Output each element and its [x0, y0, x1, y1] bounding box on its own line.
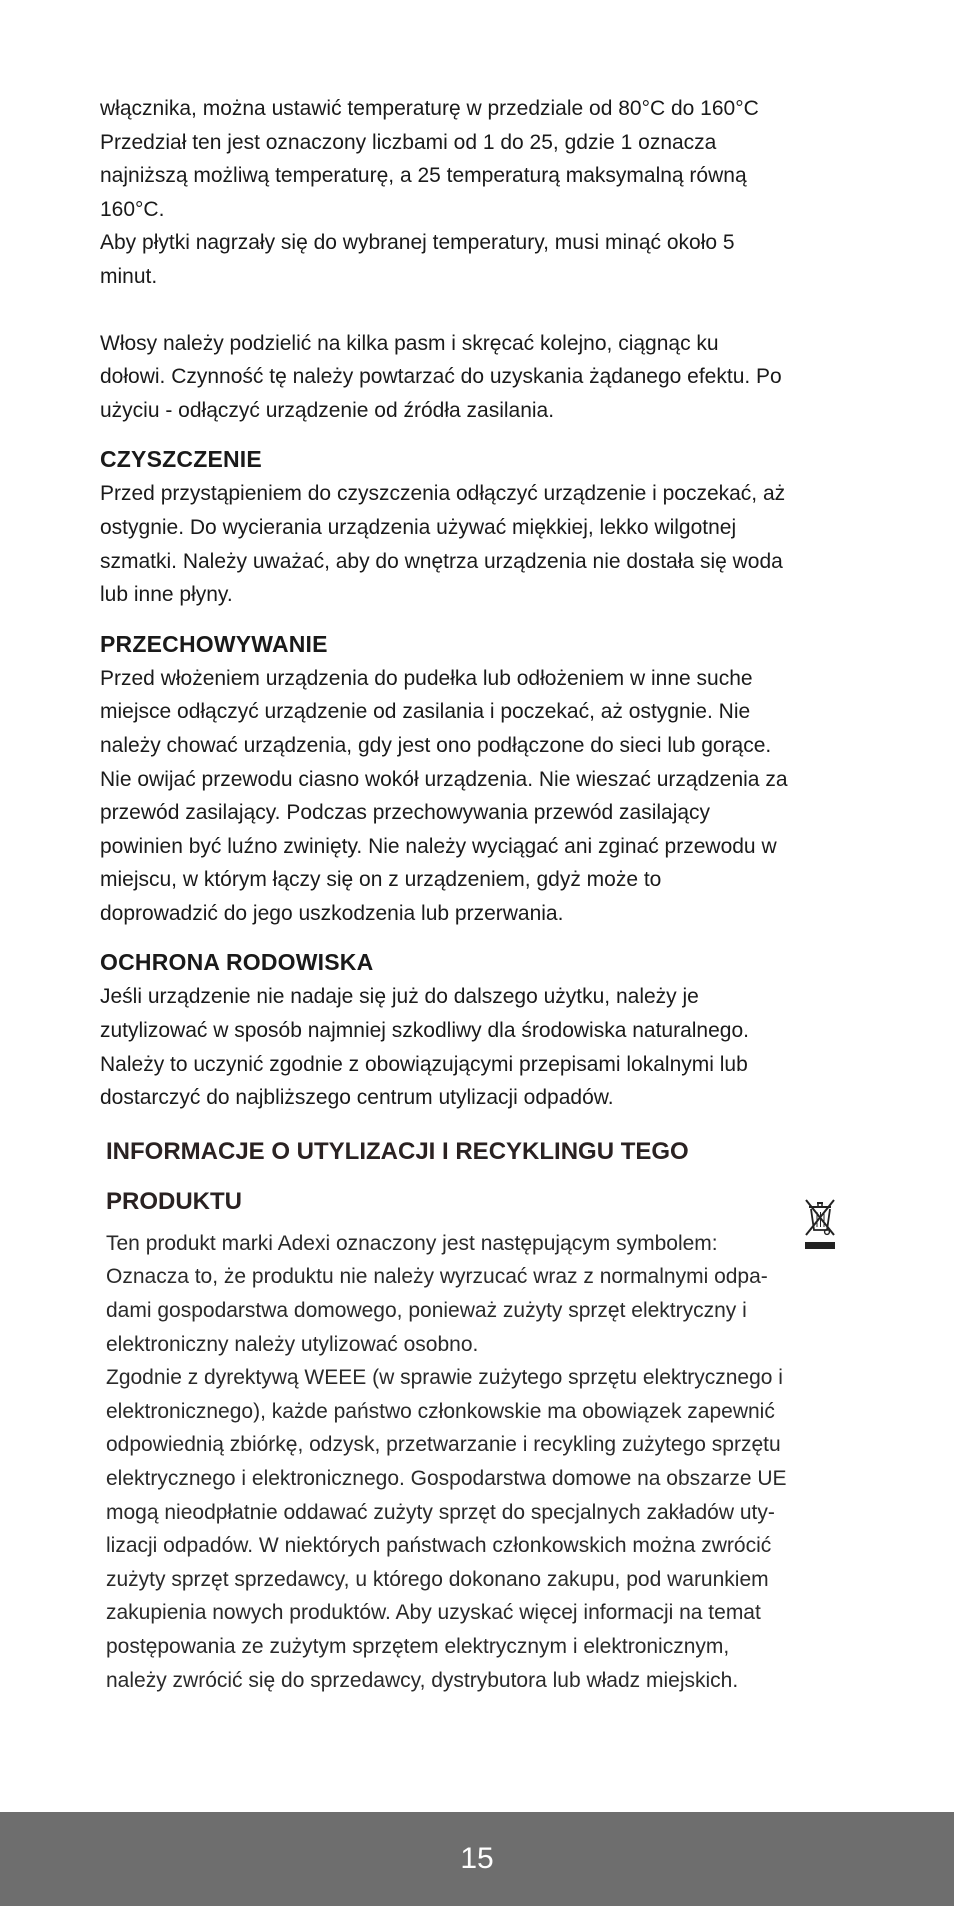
manual-page-content [100, 92, 860, 1697]
text-line: włącznika, można ustawić temperaturę w przedziale od 80°C do 160°C [100, 97, 759, 120]
weee-heading [106, 1127, 860, 1227]
weee-symbol-text: Ten produkt marki Adexi oznaczony jest następującym symbolem: [106, 1231, 718, 1255]
page-footer [0, 1812, 954, 1906]
text-line: zużyty sprzęt sprzedawcy, u którego dokonano zakupu, pod warunkiem [106, 1567, 769, 1591]
text-line: minut. [100, 264, 158, 288]
text-line: ostygnie. Do wycierania urządzenia używać miękkiej, lekko wilgotnej [100, 515, 737, 539]
text-line: przewód zasilający. Podczas przechowywania przewód zasilający [100, 801, 711, 825]
cleaning-paragraph [100, 477, 860, 611]
text-line: odpowiednią zbiórkę, odzysk, przetwarzanie i recykling zużytego sprzętu [106, 1433, 781, 1457]
spacer [100, 930, 860, 946]
page-number: 15 [460, 1842, 494, 1875]
text-line: zakupienia nowych produktów. Aby uzyskać więcej informacji na temat [106, 1601, 761, 1625]
text-line: Przed przystąpieniem do czyszczenia odłączyć urządzenie i poczekać, aż [100, 482, 786, 506]
text-line: elektronicznego), każde państwo członkowskie ma obowiązek zapewnić [106, 1399, 775, 1423]
text-line: elektroniczny należy utylizować osobno. [106, 1332, 479, 1356]
text-line: szmatki. Należy uważać, aby do wnętrza urządzenia nie dostała się woda [100, 549, 783, 573]
crossed-out-wheelie-bin-icon [803, 1197, 837, 1253]
text-line: zutylizować w sposób najmniej szkodliwy dla środowiska naturalnego. [100, 1019, 749, 1043]
text-line: dami gospodarstwa domowego, ponieważ zużyty sprzęt elektryczny i [106, 1299, 747, 1323]
spacer [100, 612, 860, 628]
spacer [100, 294, 860, 327]
text-line: lub inne płyny. [100, 583, 233, 607]
text-line: należy zwrócić się do sprzedawcy, dystrybutora lub władz miejskich. [106, 1668, 739, 1692]
text-line: Oznacza to, że produktu nie należy wyrzucać wraz z normalnymi odpa- [106, 1265, 768, 1289]
weee-paragraph [106, 1227, 860, 1697]
text-line: Przedział ten jest oznaczony liczbami od 1 do 25, gdzie 1 oznacza [100, 130, 717, 154]
text-line: Zgodnie z dyrektywą WEEE (w sprawie zużytego sprzętu elektrycznego i [106, 1366, 783, 1390]
text-line: Włosy należy podzielić na kilka pasm i skręcać kolejno, ciągnąc ku [100, 331, 719, 355]
text-line: dostarczyć do najbliższego centrum utylizacji odpadów. [100, 1086, 614, 1110]
usage-paragraph [100, 327, 860, 428]
weee-heading-line: INFORMACJE O UTYLIZACJI I RECYKLINGU TEGO [106, 1137, 689, 1165]
storage-heading: PRZECHOWYWANIE [100, 630, 328, 657]
text-line: najniższą możliwą temperaturę, a 25 temperaturą maksymalną równą [100, 164, 747, 188]
weee-heading-line: PRODUKTU [106, 1187, 242, 1215]
environment-paragraph [100, 980, 860, 1114]
text-line: miejscu, w którym łączy się on z urządzeniem, gdyż może to [100, 868, 662, 892]
text-line: użyciu - odłączyć urządzenie od źródła zasilania. [100, 398, 555, 422]
weee-symbol-line [106, 1227, 860, 1261]
text-line: postępowania ze zużytym sprzętem elektrycznym i elektronicznym, [106, 1634, 730, 1658]
text-line: lizacji odpadów. W niektórych państwach członkowskich można zwrócić [106, 1534, 772, 1558]
text-line: Nie owijać przewodu ciasno wokół urządzenia. Nie wieszać urządzenia za [100, 767, 788, 791]
spacer [100, 427, 860, 443]
text-line: należy chować urządzenia, gdy jest ono podłączone do sieci lub gorące. [100, 733, 772, 757]
cleaning-heading: CZYSZCZENIE [100, 446, 262, 473]
intro-paragraph [100, 92, 860, 294]
text-line: mogą nieodpłatnie oddawać zużyty sprzęt do specjalnych zakładów uty- [106, 1500, 775, 1524]
environment-heading: OCHRONA RODOWISKA [100, 949, 374, 976]
text-line: Jeśli urządzenie nie nadaje się już do dalszego użytku, należy je [100, 985, 699, 1009]
text-line: 160°C. [100, 197, 165, 221]
text-line: doprowadzić do jego uszkodzenia lub przerwania. [100, 901, 564, 925]
storage-paragraph [100, 662, 860, 931]
text-line: miejsce odłączyć urządzenie od zasilania i poczekać, aż ostygnie. Nie [100, 700, 751, 724]
text-line: Aby płytki nagrzały się do wybranej temperatury, musi minąć około 5 [100, 231, 735, 255]
text-line: Przed włożeniem urządzenia do pudełka lub odłożeniem w inne suche [100, 666, 753, 690]
text-line: dołowi. Czynność tę należy powtarzać do uzyskania żądanego efektu. Po [100, 365, 782, 389]
text-line: Należy to uczynić zgodnie z obowiązującymi przepisami lokalnymi lub [100, 1052, 748, 1076]
text-line: elektrycznego i elektronicznego. Gospodarstwa domowe na obszarze UE [106, 1467, 787, 1490]
text-line: powinien być luźno zwinięty. Nie należy wyciągać ani zginać przewodu w [100, 834, 777, 858]
